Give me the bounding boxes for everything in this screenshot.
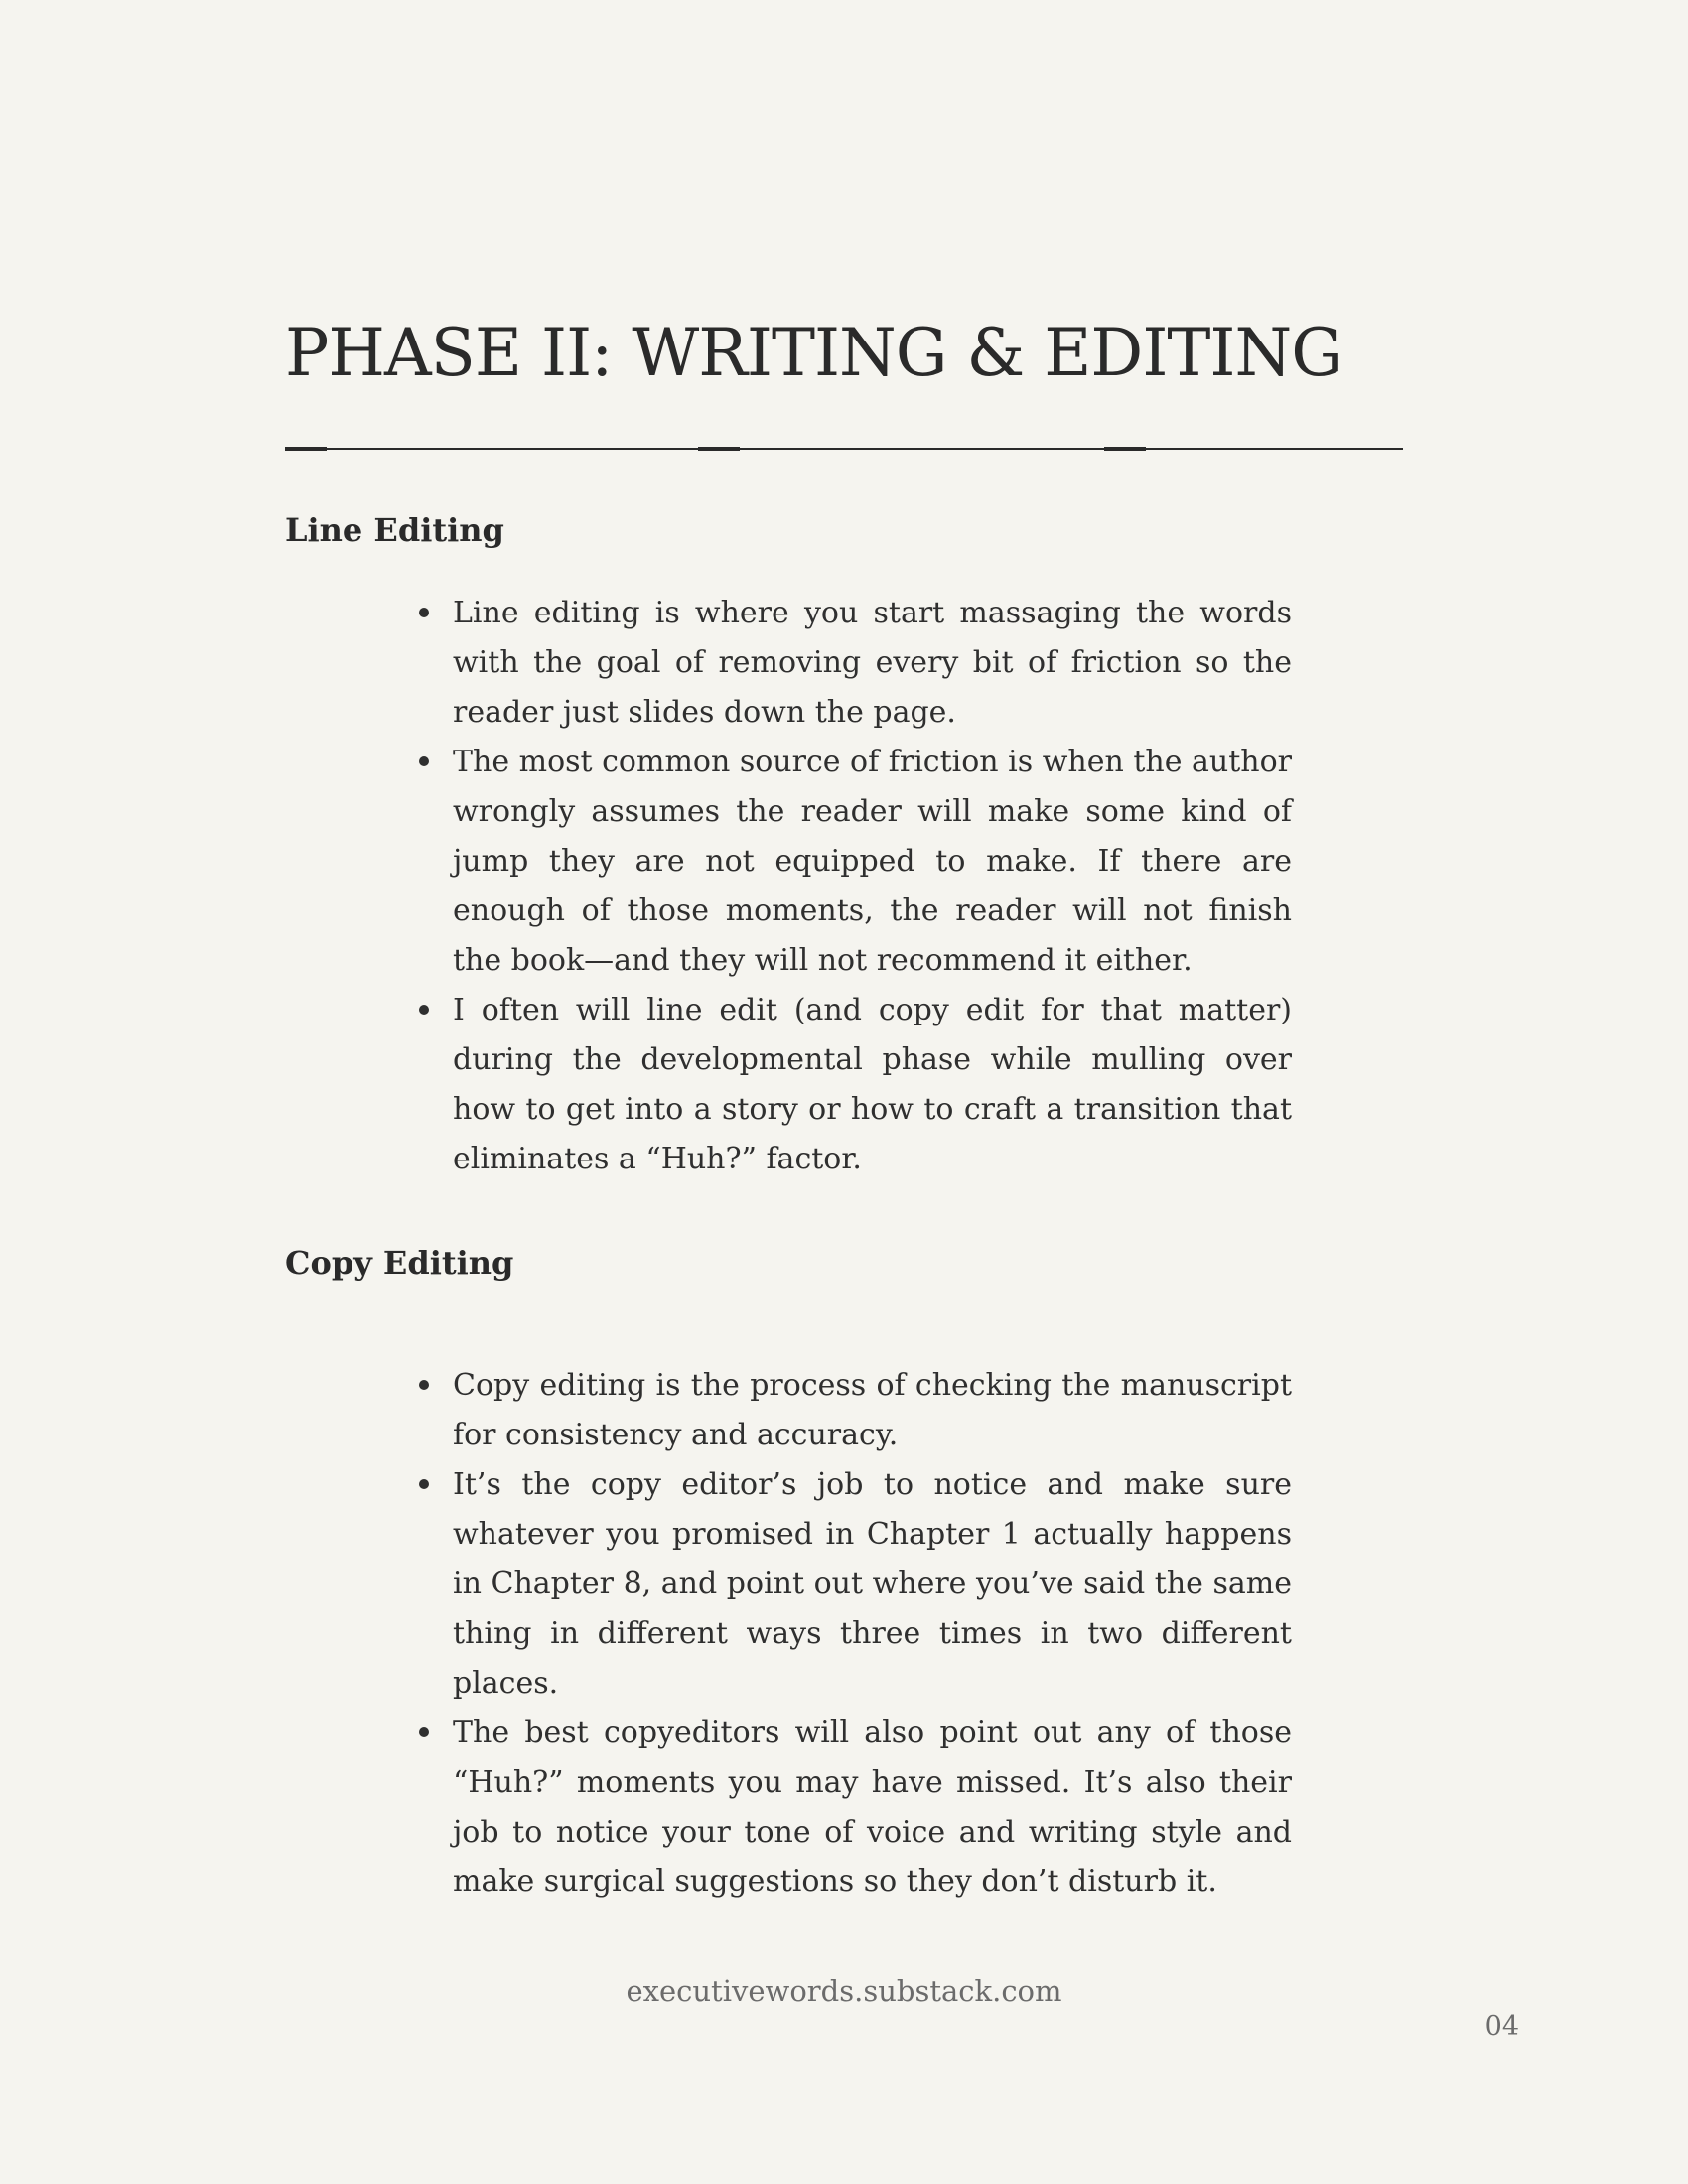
list-item xyxy=(453,986,1292,1184)
bullet-icon xyxy=(419,1005,429,1015)
list-item-text: Copy editing is the process of checking the manuscript for consistency and accuracy. xyxy=(453,1368,1292,1452)
divider-tick xyxy=(698,447,740,451)
list-item-text: The best copyeditors will also point out any of those “Huh?” moments you may have missed. It’s also their job to notice your tone of voice and writing style and make surgical suggestions so they don’t disturb it. xyxy=(453,1715,1292,1899)
list-item-text: Line editing is where you start massaging the words with the goal of removing every bit of friction so the reader just slides down the page. xyxy=(453,596,1292,730)
list-item-text: I often will line edit (and copy edit for that matter) during the developmental phase while mulling over how to get into a story or how to craft a transition that eliminates a “Huh?” factor. xyxy=(453,993,1292,1176)
footer-url: executivewords.substack.com xyxy=(626,1975,1062,2008)
list-item-text: The most common source of friction is when the author wrongly assumes the reader will make some kind of jump they are not equipped to make. If there are enough of those moments, the reader will not finish the book—and they will not recommend it either. xyxy=(453,745,1292,978)
divider-tick xyxy=(285,447,327,451)
list-item xyxy=(453,1460,1292,1708)
list-item xyxy=(453,738,1292,986)
bullet-icon xyxy=(419,608,429,617)
list-item xyxy=(453,1361,1292,1460)
bullet-icon xyxy=(419,1479,429,1489)
list-item-text: It’s the copy editor’s job to notice and make sure whatever you promised in Chapter 1 actually happens in Chapter 8, and point out where you’ve said the same thing in different ways three times in two different places. xyxy=(453,1467,1292,1701)
bullet-icon xyxy=(419,1380,429,1390)
section-heading-line-editing: Line Editing xyxy=(285,511,504,549)
page-title: PHASE II: WRITING & EDITING xyxy=(285,315,1342,391)
line-editing-bullet-list xyxy=(453,589,1292,1184)
bullet-icon xyxy=(419,756,429,766)
divider-tick xyxy=(1104,447,1146,451)
list-item xyxy=(453,589,1292,738)
page-number: 04 xyxy=(1484,2011,1519,2042)
section-heading-copy-editing: Copy Editing xyxy=(285,1244,514,1282)
bullet-icon xyxy=(419,1727,429,1737)
title-divider xyxy=(285,448,1403,450)
list-item xyxy=(453,1708,1292,1907)
copy-editing-bullet-list xyxy=(453,1361,1292,1907)
